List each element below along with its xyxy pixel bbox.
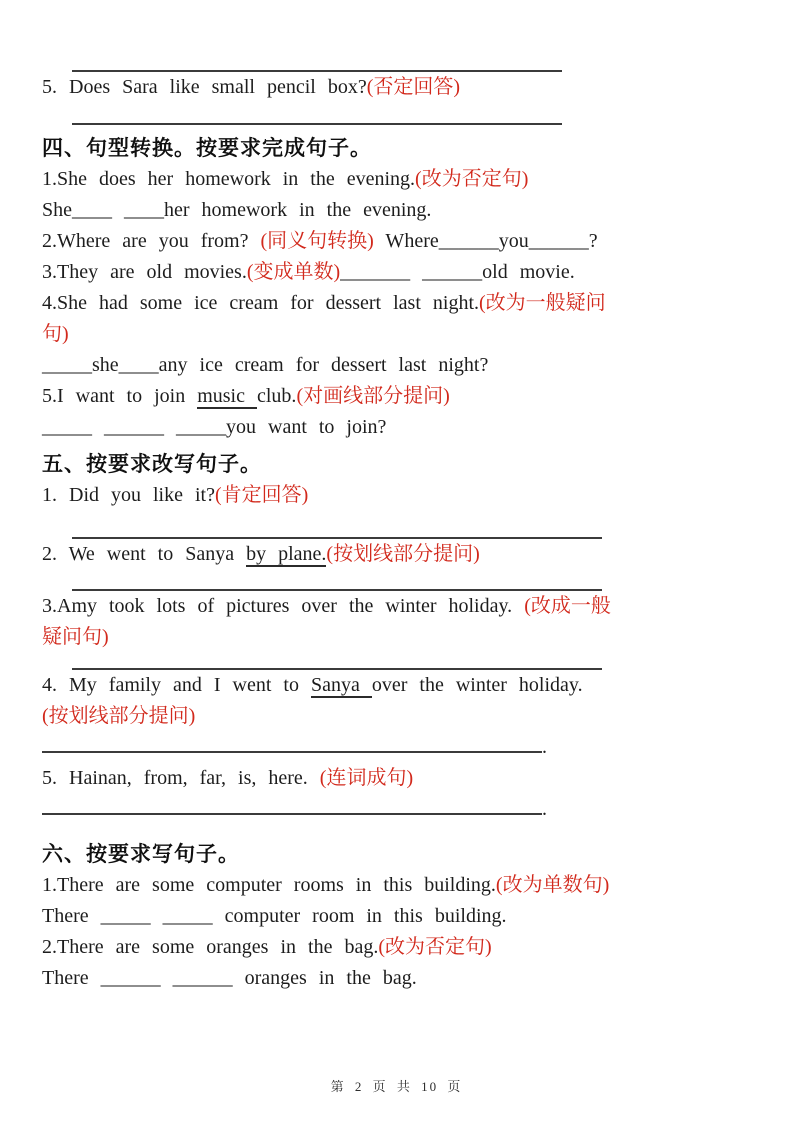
question-text: over the winter holiday.: [371, 674, 583, 696]
requirement-label: (变成单数): [246, 261, 341, 283]
answer-text: She____ ____her homework in the evening.: [42, 199, 432, 221]
requirement-label: 疑问句): [42, 626, 109, 648]
answer-blank-line: [42, 794, 763, 825]
requirement-label: (改为否定句): [378, 936, 492, 958]
requirement-label: (改成一般: [524, 595, 611, 617]
question-text: 3.They are old movies.: [42, 261, 247, 283]
section-heading-6: 六、按要求写句子。: [42, 843, 240, 866]
answer-line-with-blanks: [42, 901, 763, 932]
answer-text: _____ ______ _____you want to join?: [42, 416, 387, 438]
requirement-label: (按划线部分提问): [42, 705, 196, 727]
answer-blank-line: [72, 123, 562, 125]
section-heading-5: 五、按要求改写句子。: [42, 453, 262, 476]
requirement-label: 句): [42, 323, 69, 345]
requirement-label: (连词成句): [319, 767, 414, 789]
answer-line-with-blanks: [42, 195, 763, 226]
requirement-label: (同义句转换): [260, 230, 374, 252]
underlined-word: Sanya: [310, 674, 372, 696]
line-period: .: [542, 736, 547, 758]
question-text: 2.There are some oranges in the bag.: [42, 936, 379, 958]
question-line: [42, 763, 763, 794]
question-line: [42, 932, 763, 963]
requirement-label: (改为单数句): [495, 874, 610, 896]
question-line: [42, 72, 763, 103]
question-text: 4.She had some ice cream for dessert last night.: [42, 292, 479, 314]
question-text: 4. My family and I went to: [42, 674, 311, 696]
answer-text: _______ ______old movie.: [340, 261, 575, 283]
line-period: .: [542, 798, 547, 820]
question-text: 1. Did you like it?: [42, 484, 215, 506]
requirement-label: (按划线部分提问): [326, 543, 480, 565]
answer-text: There _____ _____ computer room in this building.: [42, 905, 507, 927]
question-line: [42, 226, 763, 257]
page-number-footer: 第 2 页 共 10 页: [330, 1079, 463, 1094]
answer-text: Where______you______?: [373, 230, 598, 252]
underlined-word: by plane.: [246, 543, 327, 565]
question-text: 5. Does Sara like small pencil box?: [42, 76, 367, 98]
question-text: 3.Amy took lots of pictures over the winter holiday.: [42, 595, 525, 617]
question-line: [42, 539, 763, 570]
question-text: 5.I want to join: [42, 385, 198, 407]
question-line: [42, 591, 763, 653]
question-text: 2. We went to Sanya: [42, 543, 247, 565]
answer-text: _____she____any ice cream for dessert last night?: [42, 354, 489, 376]
question-line: [42, 870, 763, 901]
question-text: 2.Where are you from?: [42, 230, 261, 252]
question-line: [42, 288, 763, 350]
answer-line-with-blanks: [42, 350, 763, 381]
question-line: [42, 381, 763, 412]
answer-blank-rule: [42, 801, 542, 815]
requirement-label: (改为否定句): [415, 168, 529, 190]
answer-line-with-blanks: [42, 963, 763, 994]
requirement-label: (改为一般疑问: [479, 292, 606, 314]
question-line: [42, 164, 763, 195]
answer-line-with-blanks: [42, 412, 763, 443]
answer-blank-rule: [42, 739, 542, 753]
answer-blank-line: [42, 732, 763, 763]
question-text: 1.There are some computer rooms in this building.: [42, 874, 496, 896]
question-text: 1.She does her homework in the evening.: [42, 168, 416, 190]
question-text: club.: [257, 385, 297, 407]
requirement-label: (肯定回答): [214, 484, 309, 506]
section-heading-4: 四、句型转换。按要求完成句子。: [42, 137, 372, 160]
question-line: [42, 480, 763, 511]
question-text: 5. Hainan, from, far, is, here.: [42, 767, 320, 789]
question-line: [42, 670, 763, 732]
requirement-label: (否定回答): [366, 76, 461, 98]
requirement-label: (对画线部分提问): [296, 385, 450, 407]
underlined-word: music: [197, 385, 257, 407]
answer-text: There ______ ______ oranges in the bag.: [42, 967, 417, 989]
question-line: [42, 257, 763, 288]
